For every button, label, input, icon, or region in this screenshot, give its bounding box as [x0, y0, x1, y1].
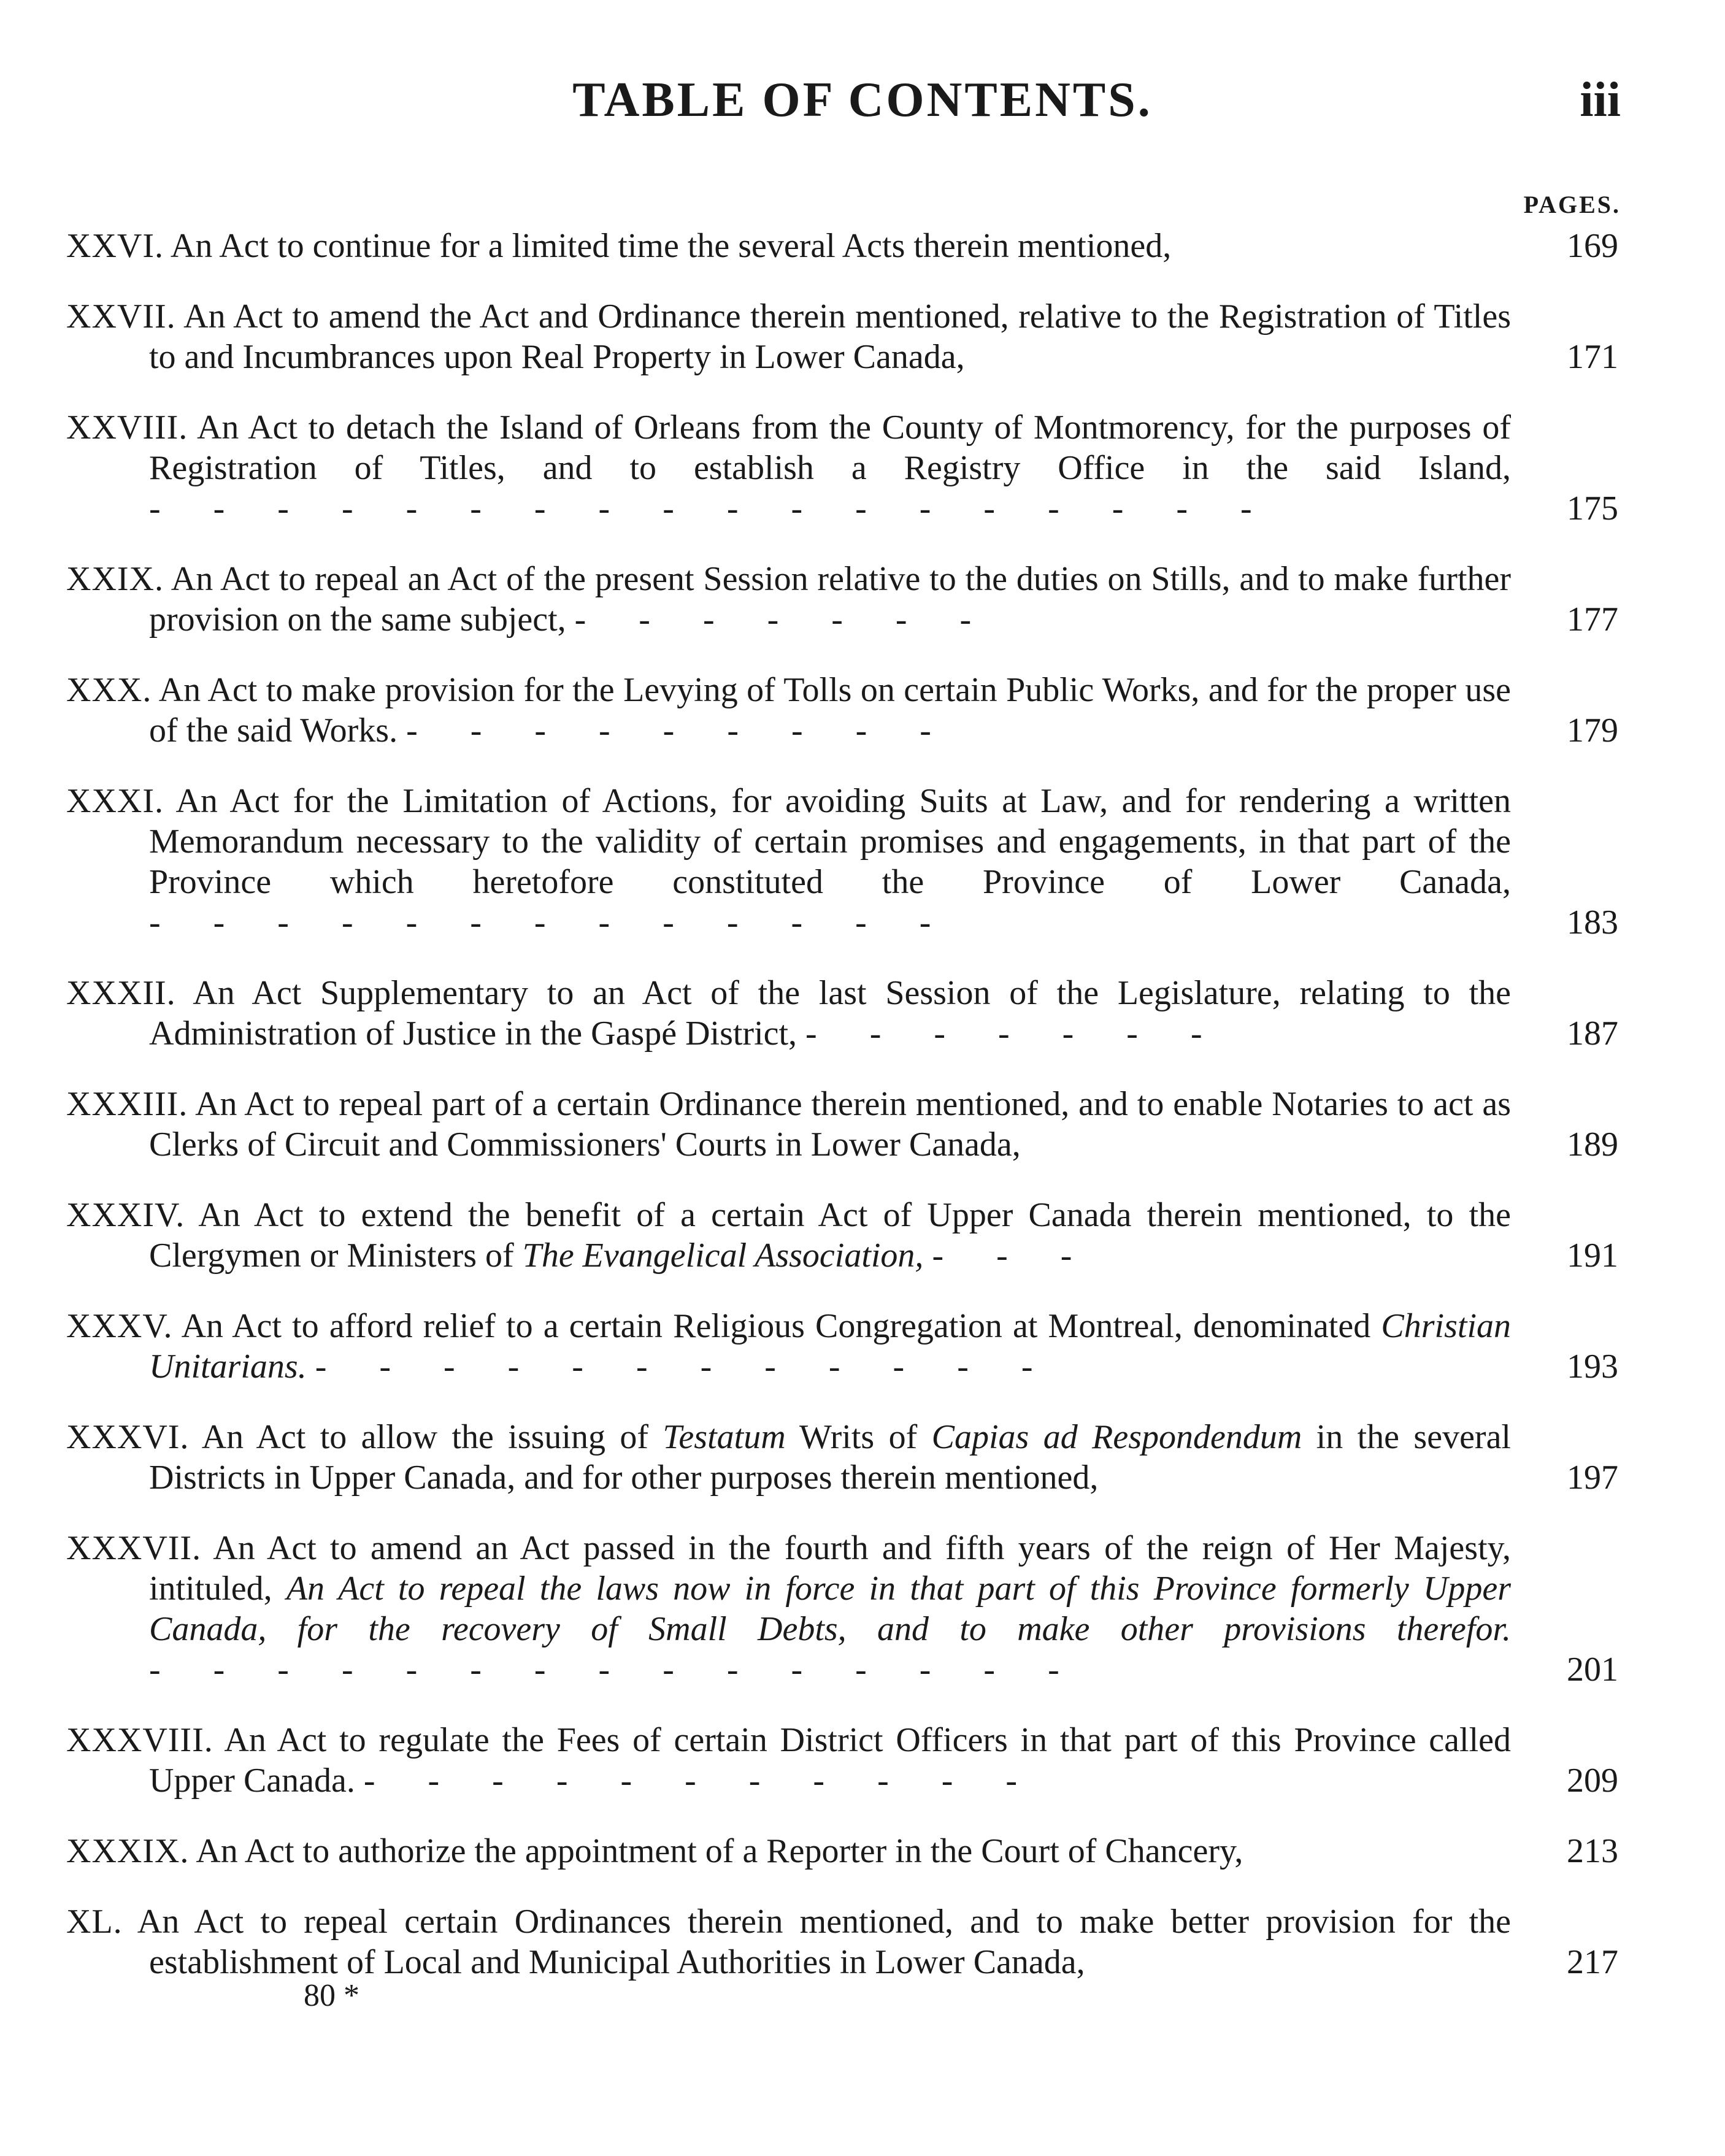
toc-entry	[66, 1417, 1618, 1498]
dot-leader: - - - - - - -	[805, 1015, 1224, 1053]
pages-column-label: PAGES.	[1523, 191, 1621, 218]
act-title: An Act to regulate the Fees of certain District Officers in that part of this Province called Upper Canada.	[149, 1721, 1511, 1800]
act-number: XXXI.	[66, 782, 164, 820]
dot-leader: - - - - - - -	[574, 600, 994, 639]
entry-page-number: 197	[1567, 1459, 1618, 1497]
toc-entry	[66, 1720, 1618, 1801]
act-title-italic: An Act to repeal the laws now in force in that part of this Province formerly Upper Canada, for the recovery of Small Debts, and to make other provisions therefor.	[149, 1570, 1512, 1648]
act-number: XXIX.	[66, 560, 164, 598]
running-title: TABLE OF CONTENTS.	[572, 73, 1153, 127]
toc-entry	[66, 296, 1618, 377]
entry-page-number: 177	[1567, 600, 1618, 639]
dot-leader: - - - - - - - - - - - - - - - - - -	[149, 489, 1274, 527]
toc-entry	[66, 1195, 1618, 1276]
act-number: XXVI.	[66, 227, 164, 265]
entry-page-number: 217	[1567, 1943, 1618, 1981]
act-number: XXVIII.	[66, 409, 188, 447]
entry-page-number: 179	[1567, 712, 1618, 750]
entry-page-number: 169	[1567, 227, 1618, 265]
act-title: An Act Supplementary to an Act of the last Session of the Legislature, relating to the Administration of Justice in the Gaspé District,	[149, 974, 1511, 1053]
entry-page-number: 213	[1567, 1832, 1618, 1870]
dot-leader: - - - - - - - - - - -	[363, 1762, 1040, 1800]
entry-page-number: 209	[1567, 1762, 1618, 1800]
toc-entry	[66, 1306, 1618, 1387]
toc-entry	[66, 226, 1618, 266]
act-title: An Act to amend an Act passed in the fourth and fifth years of the reign of Her Majesty, intituled,	[149, 1529, 1511, 1608]
act-title: An Act to repeal certain Ordinances therein mentioned, and to make better provision for the establishment of Local and Municipal Authorities in Lower Canada,	[137, 1903, 1512, 1981]
entry-page-number: 171	[1567, 338, 1618, 376]
act-title: An Act to repeal an Act of the present Session relative to the duties on Stills, and to make further provision on the same subject,	[149, 560, 1512, 639]
dot-leader: - - -	[932, 1237, 1094, 1275]
act-title: An Act to repeal part of a certain Ordinance therein mentioned, and to enable Notaries to act as Clerks of Circuit and Commissioners' Courts in Lower Canada,	[149, 1085, 1511, 1164]
act-title: An Act to afford relief to a certain Religious Congregation at Montreal, denominated	[181, 1307, 1371, 1345]
dot-leader: - - - - - - - - - - - - - - -	[149, 1651, 1081, 1689]
toc-entry	[66, 670, 1618, 751]
toc-entry	[66, 1831, 1618, 1871]
act-number: XXXII.	[66, 974, 176, 1012]
act-number: XXXIV.	[66, 1196, 185, 1234]
act-number: XXXIII.	[66, 1085, 188, 1123]
act-number: XXX.	[66, 671, 152, 709]
act-title: Writs of	[799, 1418, 918, 1456]
act-number: XXXVII.	[66, 1529, 202, 1567]
page-number: iii	[1580, 73, 1621, 127]
dot-leader: - - - - - - - - - - - -	[315, 1348, 1055, 1386]
act-number: XXXV.	[66, 1307, 173, 1345]
act-title-italic: Christian Unitarians.	[149, 1307, 1512, 1386]
entry-page-number: 189	[1567, 1126, 1618, 1164]
act-number: XL.	[66, 1903, 123, 1941]
toc-entry	[66, 1901, 1618, 1982]
act-number: XXXIX.	[66, 1832, 190, 1870]
entry-page-number: 183	[1567, 903, 1618, 942]
table-of-contents	[66, 226, 1618, 2012]
toc-entry	[66, 1528, 1618, 1690]
act-title-italic: The Evangelical Association,	[522, 1237, 924, 1275]
act-title-italic: Capias ad Respondendum	[931, 1418, 1302, 1456]
act-title: An Act for the Limitation of Actions, for avoiding Suits at Law, and for rendering a written Memorandum necessary to the validity of certain promises and engagements, in that part of the Province which heretofore constituted the Province of Lower Canada,	[149, 782, 1511, 901]
entry-page-number: 191	[1567, 1237, 1618, 1275]
entry-page-number: 175	[1567, 489, 1618, 527]
act-title: An Act to allow the issuing of	[201, 1418, 649, 1456]
act-number: XXXVIII.	[66, 1721, 213, 1759]
dot-leader: - - - - - - - - -	[406, 712, 953, 750]
act-title: An Act to continue for a limited time the several Acts therein mentioned,	[170, 227, 1172, 265]
act-title: in the several Districts in Upper Canada, and for other purposes therein mentioned,	[149, 1418, 1511, 1497]
entry-page-number: 193	[1567, 1348, 1618, 1386]
toc-entry	[66, 973, 1618, 1054]
entry-page-number: 201	[1567, 1651, 1618, 1689]
act-number: XXVII.	[66, 297, 176, 336]
act-title: An Act to authorize the appointment of a Reporter in the Court of Chancery,	[196, 1832, 1243, 1870]
act-title: An Act to extend the benefit of a certain Act of Upper Canada therein mentioned, to the Clergymen or Ministers of	[149, 1196, 1511, 1275]
dot-leader: - - - - - - - - - - - - -	[149, 903, 953, 942]
entry-page-number: 187	[1567, 1015, 1618, 1053]
act-title: An Act to detach the Island of Orleans from the County of Montmorency, for the purposes of Registration of Titles, and to establish a Registry Office in the said Island,	[149, 409, 1511, 487]
signature-mark: 80 *	[304, 1978, 359, 2013]
toc-entry	[66, 1084, 1618, 1165]
act-title-italic: Testatum	[663, 1418, 786, 1456]
toc-entry	[66, 559, 1618, 640]
act-title: An Act to amend the Act and Ordinance therein mentioned, relative to the Registration of Titles to and Incumbrances upon Real Property in Lower Canada,	[149, 297, 1511, 376]
act-title: An Act to make provision for the Levying of Tolls on certain Public Works, and for the proper use of the said Works.	[149, 671, 1511, 750]
act-number: XXXVI.	[66, 1418, 190, 1456]
toc-entry	[66, 407, 1618, 529]
toc-entry	[66, 781, 1618, 943]
